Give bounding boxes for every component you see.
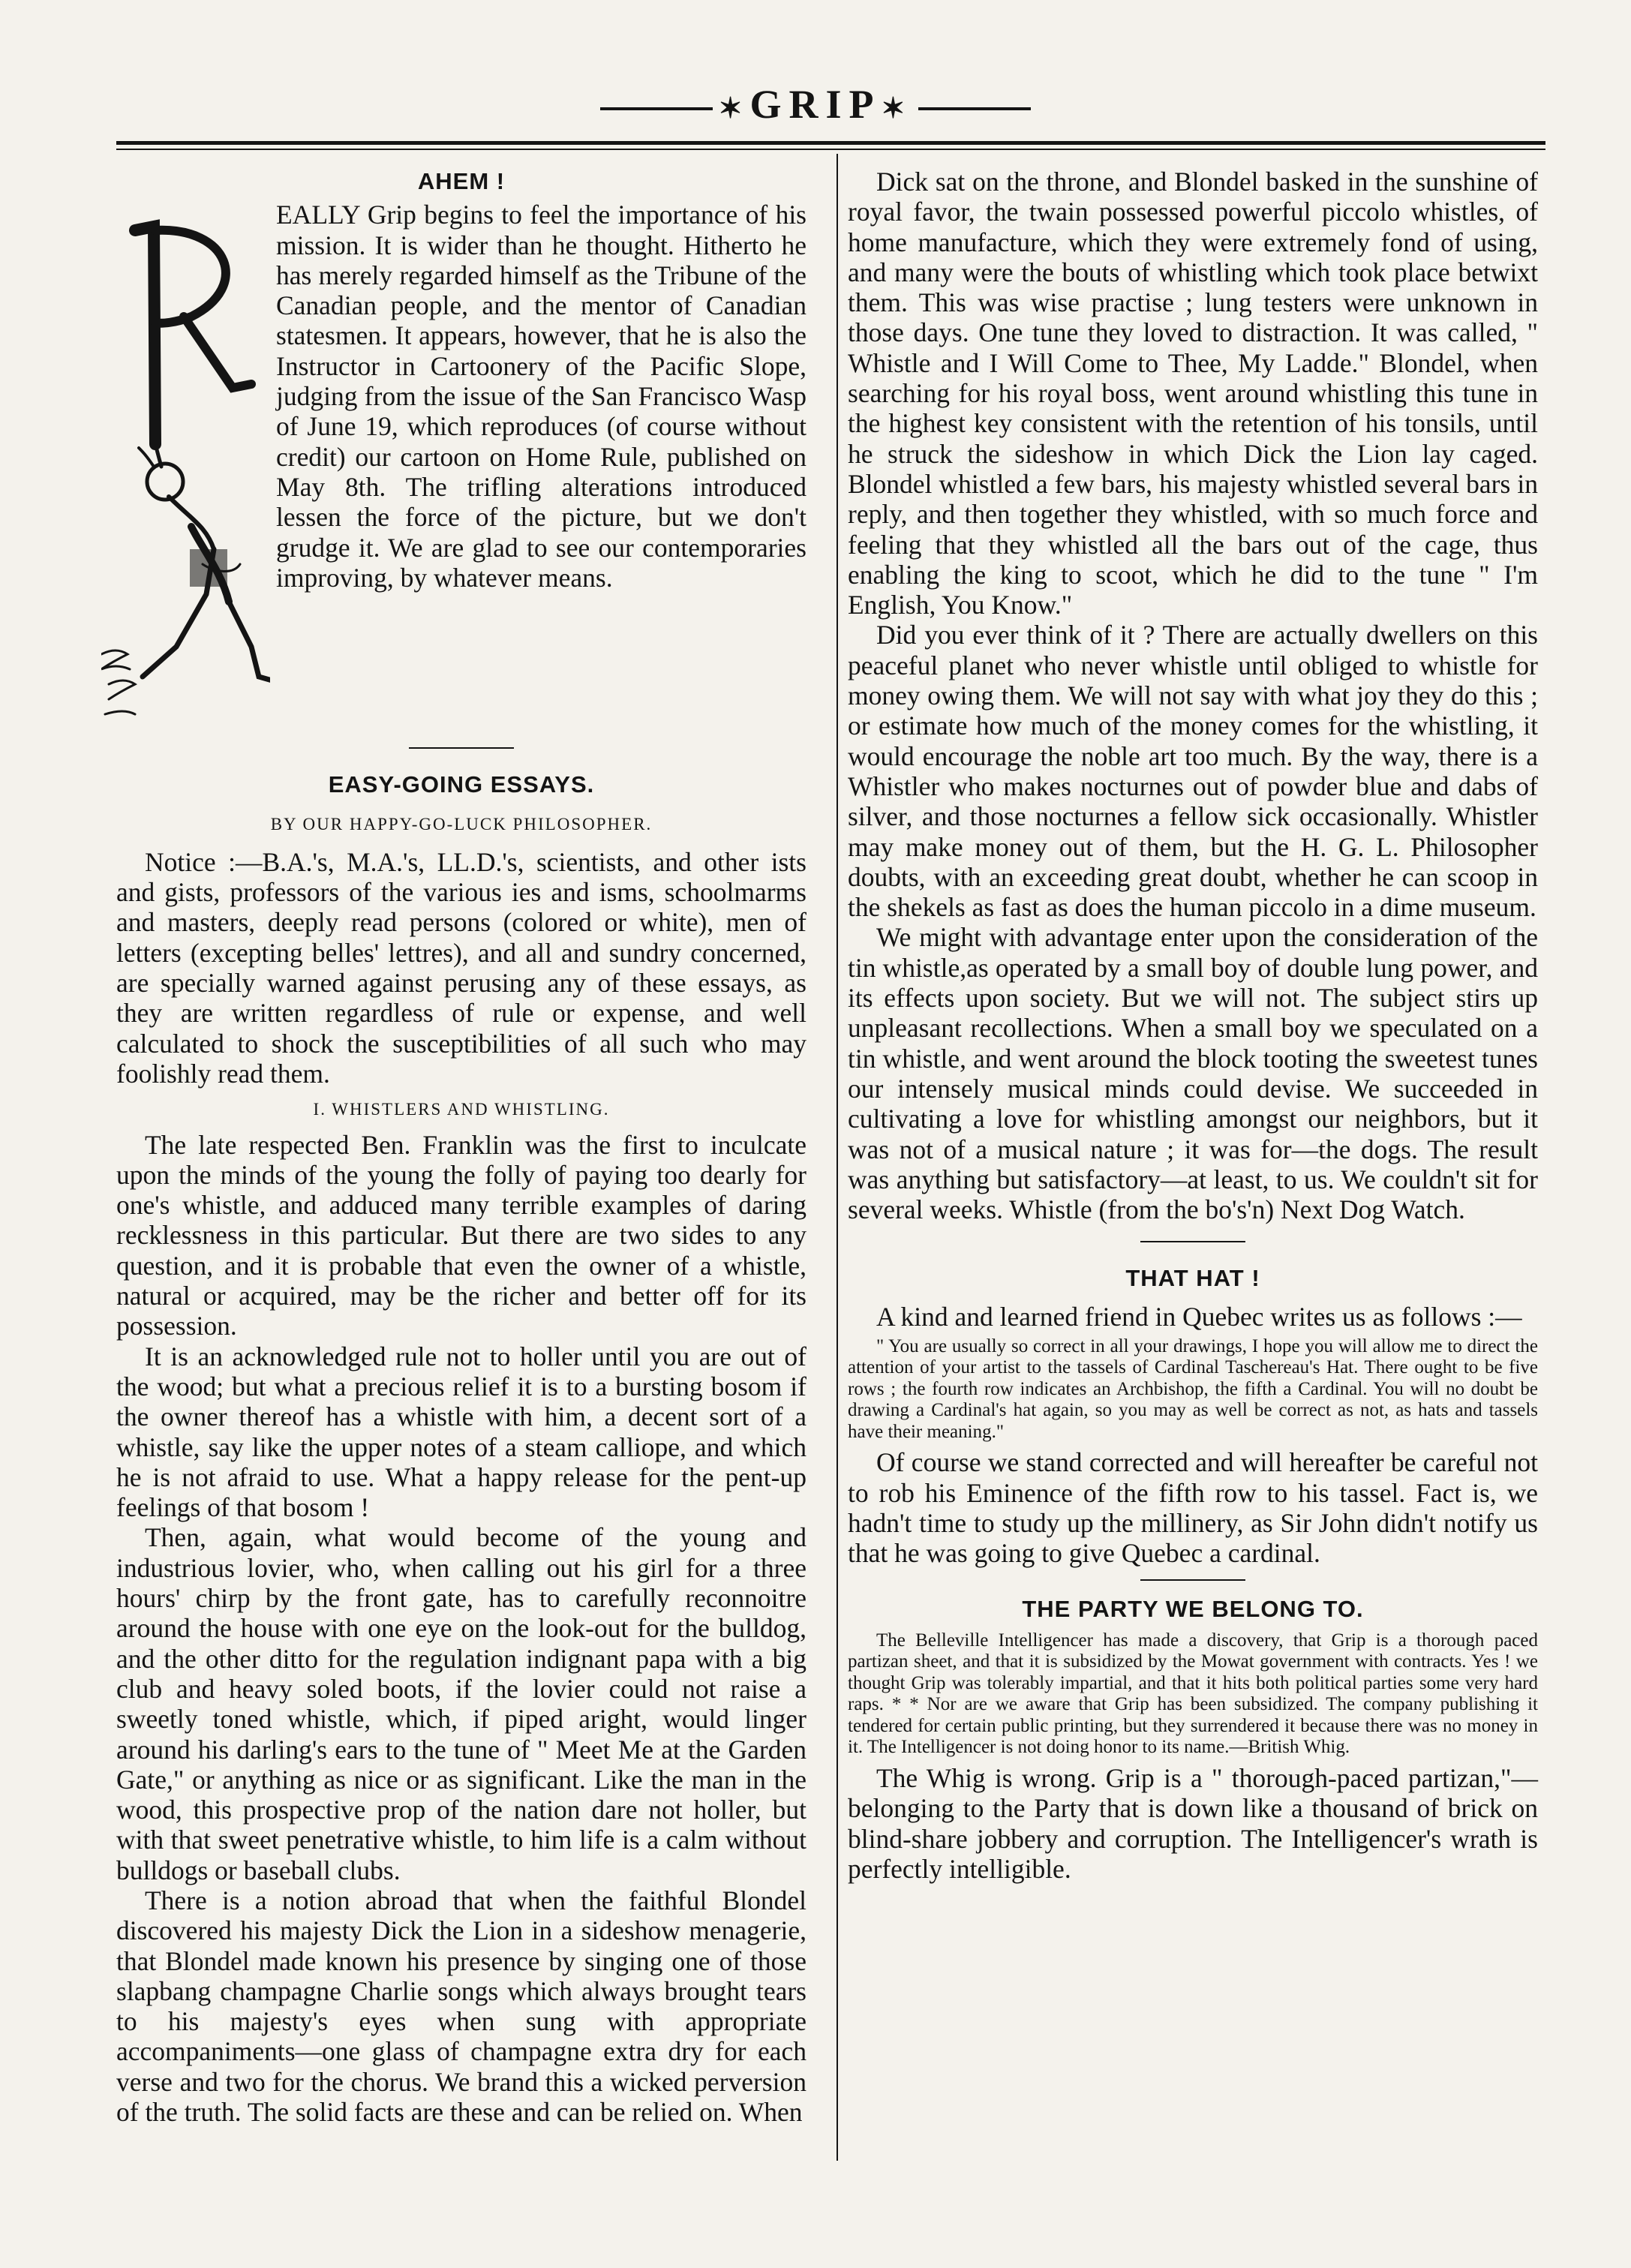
essays-title: EASY-GOING ESSAYS. xyxy=(328,771,595,798)
essay-paragraph: There is a notion abroad that when the faithful Blondel discovered his majesty Dick the Lion in a sideshow menagerie, that Blondel made known his presence by singing one of those slapbang champagne Charlie songs which always brought tears to his majesty's eyes when sung with appropriate accompaniments—one glass of champagne extra dry for each verse and two for the chorus. We brand this a wicked perversion of the truth. The solid facts are these and can be relied on. When xyxy=(116,1885,806,2128)
header-rule-thick xyxy=(116,141,1545,145)
header-rule-thin xyxy=(116,149,1545,150)
essays-byline: BY OUR HAPPY-GO-LUCK PHILOSOPHER. xyxy=(270,814,653,834)
party-quote: The Belleville Intelligencer has made a discovery, that Grip is a thorough paced partizan sheet, and that it is subsidized by the Mowat government with contracts. Yes ! we thought Grip was tolerably impartial, and that it hits both political parties some very hard raps. * * Nor are we aware that Grip has been subsidized. The company publishing it tendered for certain public printing, but they surrendered it because there was no money in it. The Intelligencer is not doing honor to its name.—British Whig. xyxy=(848,1630,1538,1758)
masthead-title: GRIP xyxy=(749,82,882,127)
hat-title: THAT HAT ! xyxy=(1125,1265,1260,1292)
right-column xyxy=(848,167,1538,1884)
masthead-rule-right xyxy=(918,107,1031,110)
dropcap-r-illustration xyxy=(101,197,270,737)
essay-paragraph: The late respected Ben. Franklin was the first to inculcate upon the minds of the young the folly of paying too dearly for one's whistle, and adduced many terrible examples of daring recklessness in this particular. But there are two sides to any question, and it is probable that even the owner of a whistle, natural or acquired, may be the richer and better off for its possession. xyxy=(116,1129,806,1341)
hat-reply: Of course we stand corrected and will hereafter be careful not to rob his Eminence of the fifth row to his tassel. Fact is, we hadn't time to study up the millinery, as Sir John didn't notify us that he was going to give Quebec a cardinal. xyxy=(848,1447,1538,1569)
section-rule xyxy=(409,747,514,749)
left-column xyxy=(116,167,806,2127)
ahem-text: EALLY Grip begins to feel the importance of his mission. It is wider than he thought. Hitherto he has merely regarded himself as the Tribune of the Canadian people, and the mentor of Canadian statesmen. It appears, however, that he is also the Instructor in Cartoonery of the Pacific Slope, judging from the issue of the San Francisco Wasp of June 19, which reproduces (of course without credit) our cartoon on Home Rule, published on May 8th. The trifling alterations introduced lessen the force of the picture, but we don't grudge it. We are glad to see our contemporaries improving, by whatever means. xyxy=(276,200,806,593)
section-rule xyxy=(1140,1241,1245,1242)
hat-intro: A kind and learned friend in Quebec writes us as follows :— xyxy=(876,1301,1522,1332)
essay-paragraph: Then, again, what would become of the young and industrious lovier, who, when calling out his girl for a three hours' chirp by the front gate, has to carefully reconnoitre around the house with one eye on the look-out for the bulldog, and the other ditto for the regulation indignant papa with a big club and heavy soled boots, if the lovier could not raise a sweetly toned whistle, which, if piped aright, would linger around his darling's ears to the tune of " Meet Me at the Garden Gate," or anything as nice or as significant. Like the man in the wood, this prospective prop of the nation dare not holler, but with that sweet penetrative whistle, to him life is a calm without bulldogs or baseball clubs. xyxy=(116,1522,806,1885)
essays-notice: Notice :—B.A.'s, M.A.'s, LL.D.'s, scientists, and other ists and gists, professors of the various ies and isms, schoolmarms and masters, deeply read persons (colored or white), men of letters (excepting belles' lettres), and all and sundry concerned, are specially warned against perusing any of these essays, as they are written regardless of rule or expense, and well calculated to shock the susceptibilities of all such who may foolishly read them. xyxy=(116,846,806,1089)
section-rule xyxy=(1140,1579,1245,1581)
essays-subhead: I. WHISTLERS AND WHISTLING. xyxy=(313,1100,610,1119)
hat-quote: " You are usually so correct in all your drawings, I hope you will allow me to direct the attention of your artist to the tassels of Cardinal Taschereau's Hat. There ought to be five rows ; the fourth row indicates an Archbishop, the fifth a Cardinal. You will no doubt be drawing a Cardinal's hat again, so you may as well be correct as not, as hats and tassels have their meaning." xyxy=(848,1335,1538,1442)
masthead xyxy=(0,81,1631,128)
star-ornament-icon: ✶ xyxy=(718,93,750,125)
star-ornament-icon: ✶ xyxy=(881,93,913,125)
party-reply: The Whig is wrong. Grip is a " thorough-paced partizan,"—belonging to the Party that is down like a thousand of brick on blind-share jobbery and corruption. The Intelligencer's wrath is perfectly intelligible. xyxy=(848,1762,1538,1884)
ahem-title: AHEM ! xyxy=(417,168,506,194)
column-divider xyxy=(837,154,838,2161)
essay-paragraph: It is an acknowledged rule not to holler until you are out of the wood; but what a precious relief it is to a bursting bosom if the owner thereof has a whistle with him, a decent sort of a whistle, say like the upper notes of a steam calliope, and which he is not afraid to use. What a happy release for the pent-up feelings of that bosom ! xyxy=(116,1341,806,1523)
whistler-figure-icon xyxy=(101,197,270,737)
essay-continued-paragraph: We might with advantage enter upon the consideration of the tin whistle,as operated by a small boy of double lung power, and its effects upon society. But we will not. The subject stirs up unpleasant recollections. When a small boy we speculated on a tin whistle, and went around the block tooting the sweetest tunes our intensely musical minds could devise. We succeeded in cultivating a love for whistling amongst our neighbors, but it was not of a musical nature ; it was for—the dogs. The result was anything but satisfactory—at least, to us. We couldn't sit for several weeks. Whistle (from the bo's'n) Next Dog Watch. xyxy=(848,922,1538,1225)
essay-continued-paragraph: Dick sat on the throne, and Blondel basked in the sunshine of royal favor, the twain possessed powerful piccolo whistles, of home manufacture, which they were extremely fond of using, and many were the bouts of whistling which took place betwixt them. This was wise practise ; lung testers were unknown in those days. One tune they loved to distraction. It was called, " Whistle and I Will Come to Thee, My Ladde." Blondel, when searching for his royal boss, went around whistling this tune in the highest key consistent with the retention of his tonsils, until he struck the sideshow in which Dick the Lion lay caged. Blondel whistled a few bars, his majesty whistled several bars in reply, and then together they whistled, with so much force and feeling that they whistled all the bars out of the cage, thus enabling the king to scoot, which he did to the tune " I'm English, You Know." xyxy=(848,167,1538,620)
essay-continued-paragraph: Did you ever think of it ? There are actually dwellers on this peaceful planet who never whistle until obliged to whistle for money owing them. We will not say with what joy they do this ; or estimate how much of the money comes for the whistling, it would encourage the noble art too much. By the way, there is a Whistler who makes nocturnes out of powder blue and dabs of silver, and those nocturnes a fellow sick occasionally. Whistler may make money out of them, but the H. G. L. Philosopher doubts, with an exceeding great doubt, whether he can scoop in the shekels as fast as does the human piccolo in a dime museum. xyxy=(848,620,1538,923)
masthead-rule-left xyxy=(600,107,713,110)
party-title: THE PARTY WE BELONG TO. xyxy=(1022,1595,1364,1622)
